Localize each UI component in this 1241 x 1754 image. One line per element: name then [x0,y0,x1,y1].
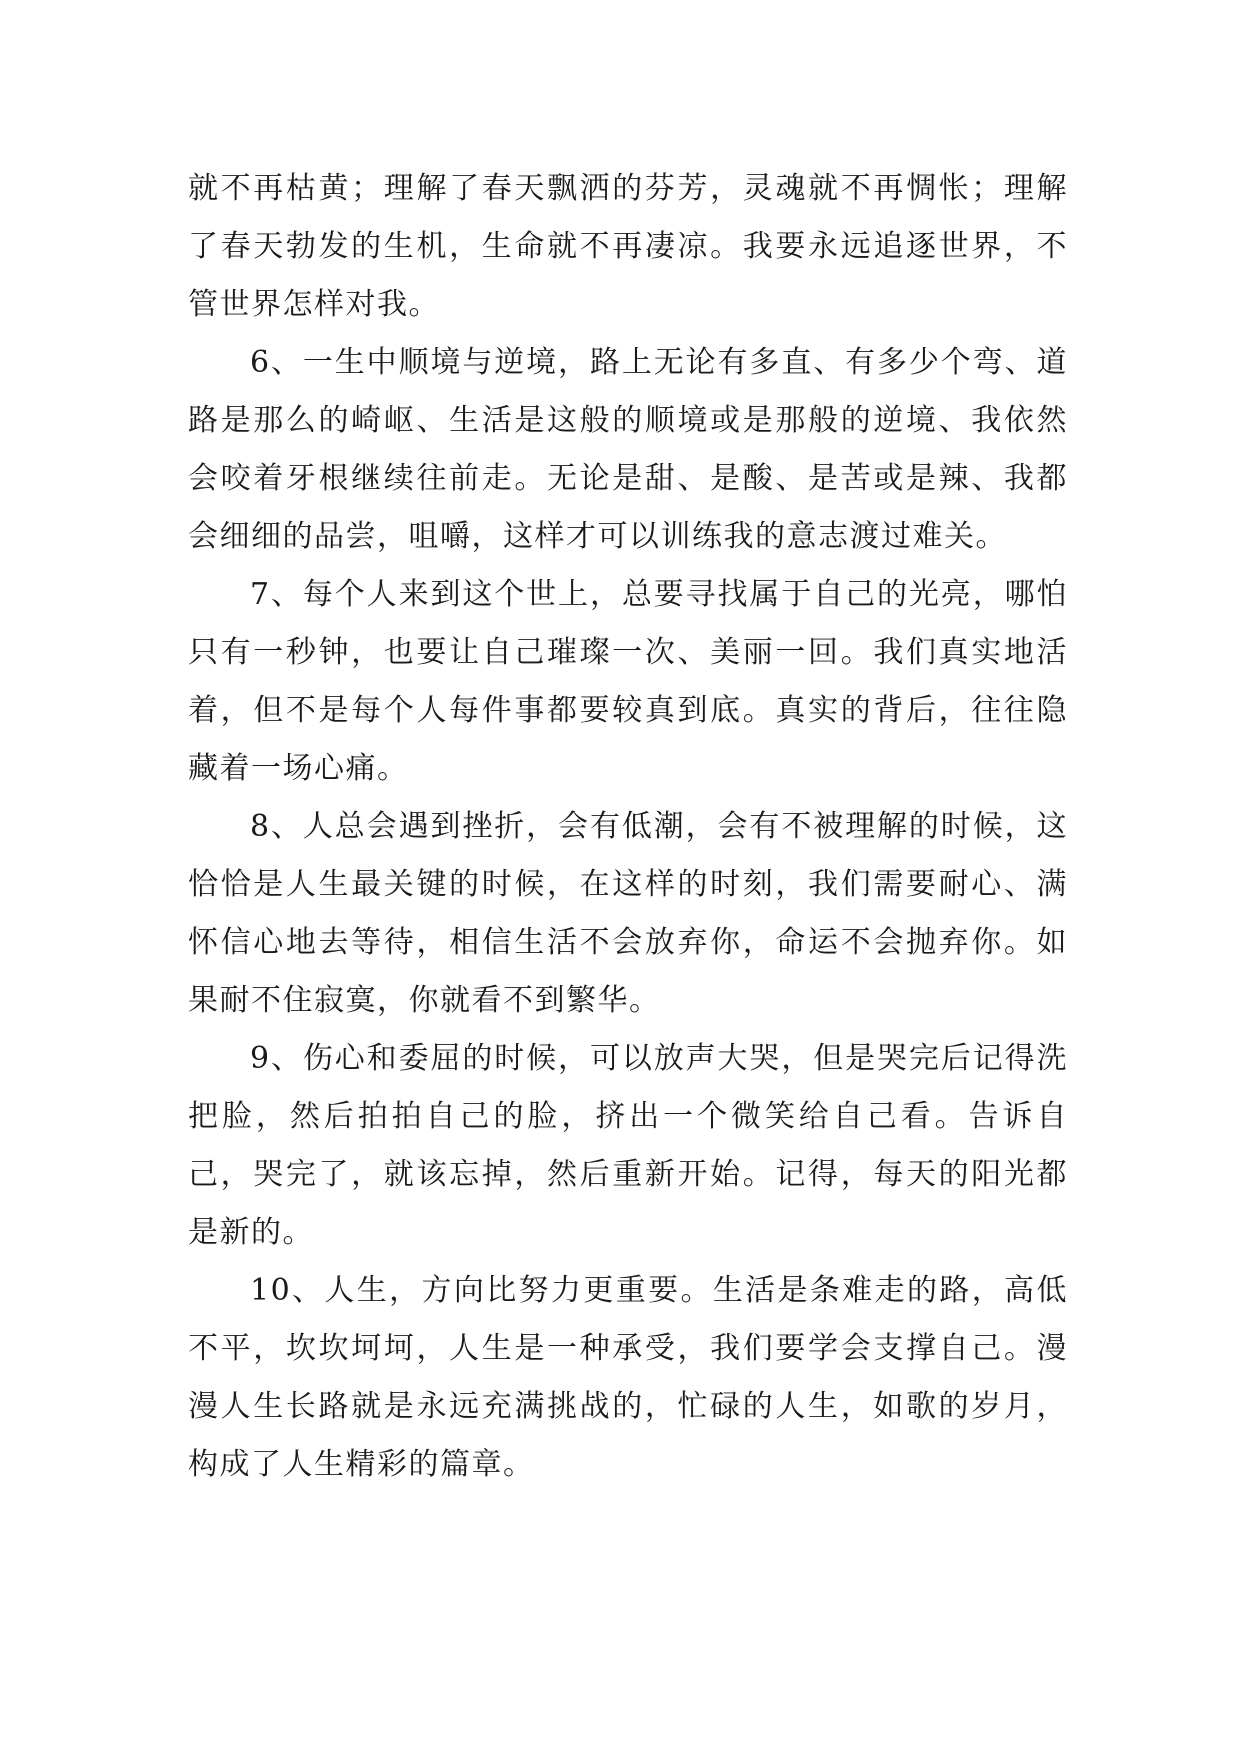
paragraph-7: 7、每个人来到这个世上，总要寻找属于自己的光亮，哪怕只有一秒钟，也要让自己璀璨一次、美丽一回。我们真实地活着，但不是每个人每件事都要较真到底。真实的背后，往往隐藏着一场心痛。 [188,577,1068,786]
paragraph-10: 10、人生，方向比努力更重要。生活是条难走的路，高低不平，坎坎坷坷，人生是一种承受，我们要学会支撑自己。漫漫人生长路就是永远充满挑战的，忙碌的人生，如歌的岁月，构成了人生精彩的篇章。 [188,1273,1068,1482]
paragraph-continuation: 就不再枯黄；理解了春天飘洒的芬芳，灵魂就不再惆怅；理解了春天勃发的生机，生命就不再凄凉。我要永远追逐世界，不管世界怎样对我。 [188,171,1068,322]
document-body [188,160,1068,1494]
paragraph-8: 8、人总会遇到挫折，会有低潮，会有不被理解的时候，这恰恰是人生最关键的时候，在这样的时刻，我们需要耐心、满怀信心地去等待，相信生活不会放弃你，命运不会抛弃你。如果耐不住寂寞，你就看不到繁华。 [188,809,1068,1018]
paragraph-9: 9、伤心和委屈的时候，可以放声大哭，但是哭完后记得洗把脸，然后拍拍自己的脸，挤出一个微笑给自己看。告诉自己，哭完了，就该忘掉，然后重新开始。记得，每天的阳光都是新的。 [188,1041,1068,1250]
paragraph-6: 6、一生中顺境与逆境，路上无论有多直、有多少个弯、道路是那么的崎岖、生活是这般的顺境或是那般的逆境、我依然会咬着牙根继续往前走。无论是甜、是酸、是苦或是辣、我都会细细的品尝，咀嚼，这样才可以训练我的意志渡过难关。 [188,345,1068,554]
